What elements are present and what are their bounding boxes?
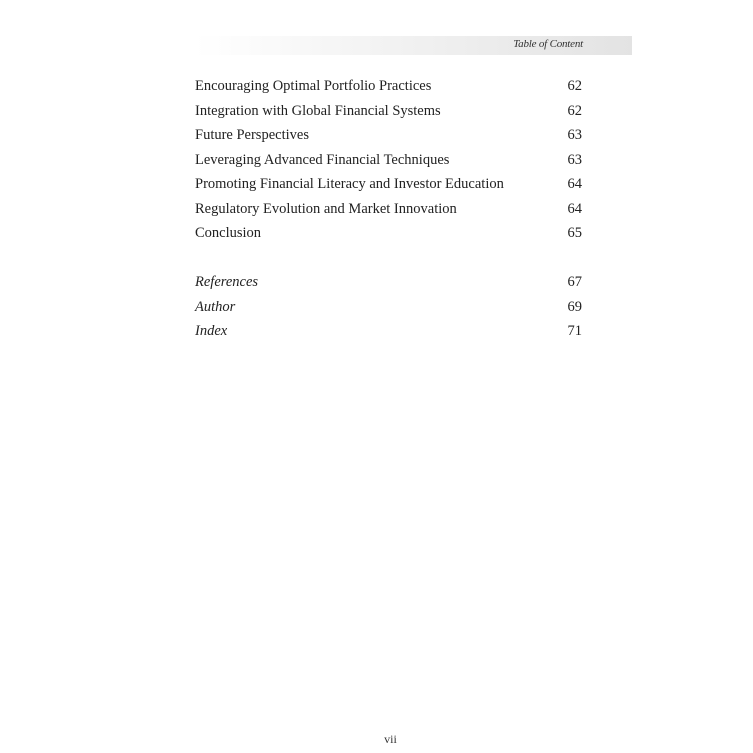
toc-entry-label: Author (195, 298, 236, 315)
toc-entry (195, 123, 585, 148)
toc-entry-page: 67 (567, 274, 582, 290)
toc-entry-label: Integration with Global Financial Systems (195, 102, 441, 119)
toc-entry-page: 63 (567, 151, 582, 168)
toc-entry-references (195, 270, 585, 295)
toc-entry (195, 197, 585, 222)
toc-entry-page: 62 (567, 102, 582, 119)
toc-entry-page: 69 (567, 298, 582, 315)
toc-entry (195, 221, 585, 246)
toc-entry (195, 99, 585, 124)
toc-entry-label: Conclusion (195, 225, 262, 241)
toc-entry (195, 74, 585, 99)
toc-entry-page: 62 (567, 78, 582, 94)
toc-entry-label: Promoting Financial Literacy and Investor Education (195, 176, 504, 192)
toc-entry-author (195, 295, 585, 320)
table-of-contents (195, 74, 585, 344)
page-number: vii (384, 732, 397, 746)
toc-entry-page: 71 (567, 323, 582, 339)
toc-entry (195, 148, 585, 173)
toc-entry-index (195, 319, 585, 344)
toc-entry-label: Encouraging Optimal Portfolio Practices (195, 78, 432, 94)
toc-entry-page: 64 (567, 176, 582, 192)
running-header (195, 36, 632, 55)
toc-entry-label: Index (195, 323, 228, 339)
toc-entry-page: 63 (567, 127, 582, 143)
running-header-title: Table of Content (513, 38, 583, 50)
toc-entry-label: Regulatory Evolution and Market Innovation (195, 200, 457, 217)
toc-entry-label: Leveraging Advanced Financial Techniques (195, 151, 450, 168)
toc-entry-page: 65 (567, 225, 582, 241)
toc-entry (195, 172, 585, 197)
toc-entry-label: Future Perspectives (195, 127, 309, 143)
toc-section-gap (195, 246, 585, 271)
toc-entry-label: References (195, 274, 259, 290)
toc-entry-page: 64 (567, 200, 582, 217)
